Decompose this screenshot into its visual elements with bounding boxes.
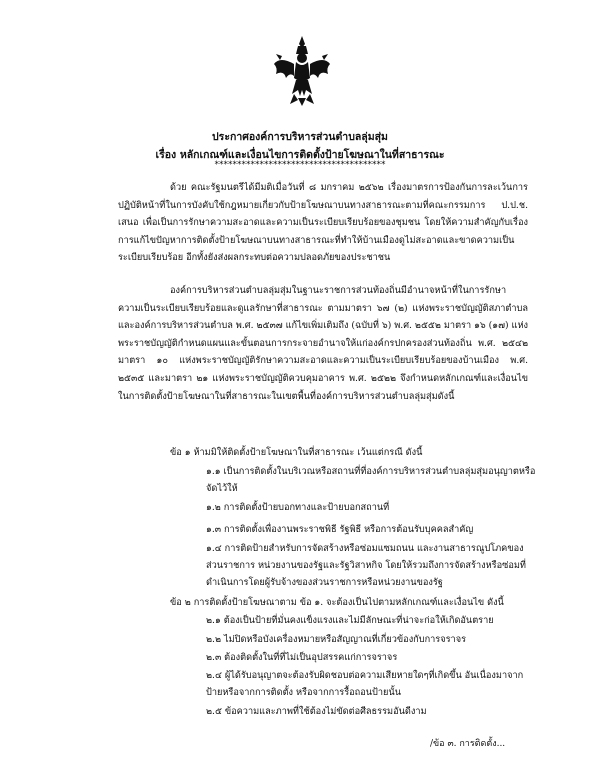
page-continuation: /ข้อ ๓. การติดตั้ง...: [430, 739, 506, 749]
paragraph-background: ด้วย คณะรัฐมนตรีได้มีมติเมื่อวันที่ ๘ มกราคม ๒๕๖๒ เรื่องมาตรการป้องกันการละเว้นการปฏิบัติหน้าที่ในการบังคับใช้กฎหมายเกี่ยวกับป้ายโฆษณาบนทางสาธารณะตามที่คณะกรรมการ ป.ป.ช. เสนอ เพื่อเป็นการรักษาความสะอาดและความเป็นระเบียบเรียบร้อยของชุมชน โดยให้ความสำคัญกับเรื่องการแก้ไขปัญหาการติดตั้งป้ายโฆษณาบนทางสาธารณะที่ทำให้บ้านเมืองดูไม่สะอาดและขาดความเป็นระเบียบเรียบร้อย อีกทั้งยังส่งผลกระทบต่อความปลอดภัยของประชาชน: [118, 182, 528, 264]
clause-1-item: ๑.๓ การติดตั้งเพื่องานพระราชพิธี รัฐพิธี หรือการต้อนรับบุคคลสำคัญ: [206, 524, 474, 535]
clause-2-heading: ข้อ ๒ การติดตั้งป้ายโฆษณาตาม ข้อ ๑. จะต้องเป็นไปตามหลักเกณฑ์และเงื่อนไข ดังนี้: [170, 597, 504, 608]
paragraph-authority: องค์การบริหารส่วนตำบลลุ่มสุ่มในฐานะราชการส่วนท้องถิ่นมีอำนาจหน้าที่ในการรักษาความเป็นระเบียบเรียบร้อยและดูแลรักษาที่สาธารณะ ตามมาตรา ๖๗ (๒) แห่งพระราชบัญญัติสภาตำบลและองค์การบริหารส่วนตำบล พ.ศ. ๒๕๓๗ แก้ไขเพิ่มเติมถึง (ฉบับที่ ๖) พ.ศ. ๒๕๕๒ มาตรา ๑๖ (๑๗) แห่งพระราชบัญญัติกำหนดแผนและขั้นตอนการกระจายอำนาจให้แก่องค์กรปกครองส่วนท้องถิ่น พ.ศ. ๒๕๔๒ มาตรา ๑๐ แห่งพระราชบัญญัติรักษาความสะอาดและความเป็นระเบียบเรียบร้อยของบ้านเมือง พ.ศ. ๒๕๓๕ และมาตรา ๒๑ แห่งพระราชบัญญัติควบคุมอาคาร พ.ศ. ๒๕๒๒ จึงกำหนดหลักเกณฑ์และเงื่อนไขในการติดตั้งป้ายโฆษณาในที่สาธารณะในเขตพื้นที่องค์การบริหารส่วนตำบลลุ่มสุ่มดังนี้: [118, 285, 528, 402]
notice-subject: เรื่อง หลักเกณฑ์และเงื่อนไขการติดตั้งป้ายโฆษณาในที่สาธารณะ: [155, 149, 445, 161]
notice-title: ประกาศองค์การบริหารส่วนตำบลลุ่มสุ่ม: [212, 131, 388, 143]
clause-1-item: ๑.๑ เป็นการติดตั้งในบริเวณหรือสถานที่ที่องค์การบริหารส่วนตำบลลุ่มสุ่มอนุญาตหรือจัดไว้ให้: [206, 466, 536, 494]
clause-2-item: ๒.๒ ไม่ปิดหรือบังเครื่องหมายหรือสัญญาณที่เกี่ยวข้องกับการจราจร: [206, 634, 467, 645]
clause-2-item: ๒.๕ ข้อความและภาพที่ใช้ต้องไม่ขัดต่อศีลธรรมอันดีงาม: [206, 706, 427, 717]
clause-2-item: ๒.๑ ต้องเป็นป้ายที่มั่นคงแข็งแรงและไม่มีลักษณะที่น่าจะก่อให้เกิดอันตราย: [206, 615, 494, 626]
clause-1-heading: ข้อ ๑ ห้ามมิให้ติดตั้งป้ายโฆษณาในที่สาธารณะ เว้นแต่กรณี ดังนี้: [170, 447, 423, 458]
clause-1-item: ๑.๔ การติดป้ายสำหรับการจัดสร้างหรือซ่อมแซมถนน และงานสาธารณูปโภคของส่วนราชการ หน่วยงานของรัฐและรัฐวิสาหกิจ โดยให้รวมถึงการจัดสร้างหรือซ่อมที่ดำเนินการโดยผู้รับจ้างของส่วนราชการหรือหน่วยงานของรัฐ: [206, 543, 526, 588]
clause-1-item: ๑.๒ การติดตั้งป้ายบอกทางและป้ายบอกสถานที่: [206, 502, 390, 513]
clause-2-item: ๒.๔ ผู้ได้รับอนุญาตจะต้องรับผิดชอบต่อความเสียหายใดๆที่เกิดขึ้น อันเนื่องมาจากป้ายหรือจากการติดตั้ง หรือจากการรื้อถอนป้ายนั้น: [206, 670, 524, 698]
separator-stars: **************************************: [214, 160, 386, 170]
garuda-emblem-icon: [272, 34, 332, 108]
clause-2-item: ๒.๓ ต้องติดตั้งในที่ที่ไม่เป็นอุปสรรคแก่การจราจร: [206, 652, 398, 663]
